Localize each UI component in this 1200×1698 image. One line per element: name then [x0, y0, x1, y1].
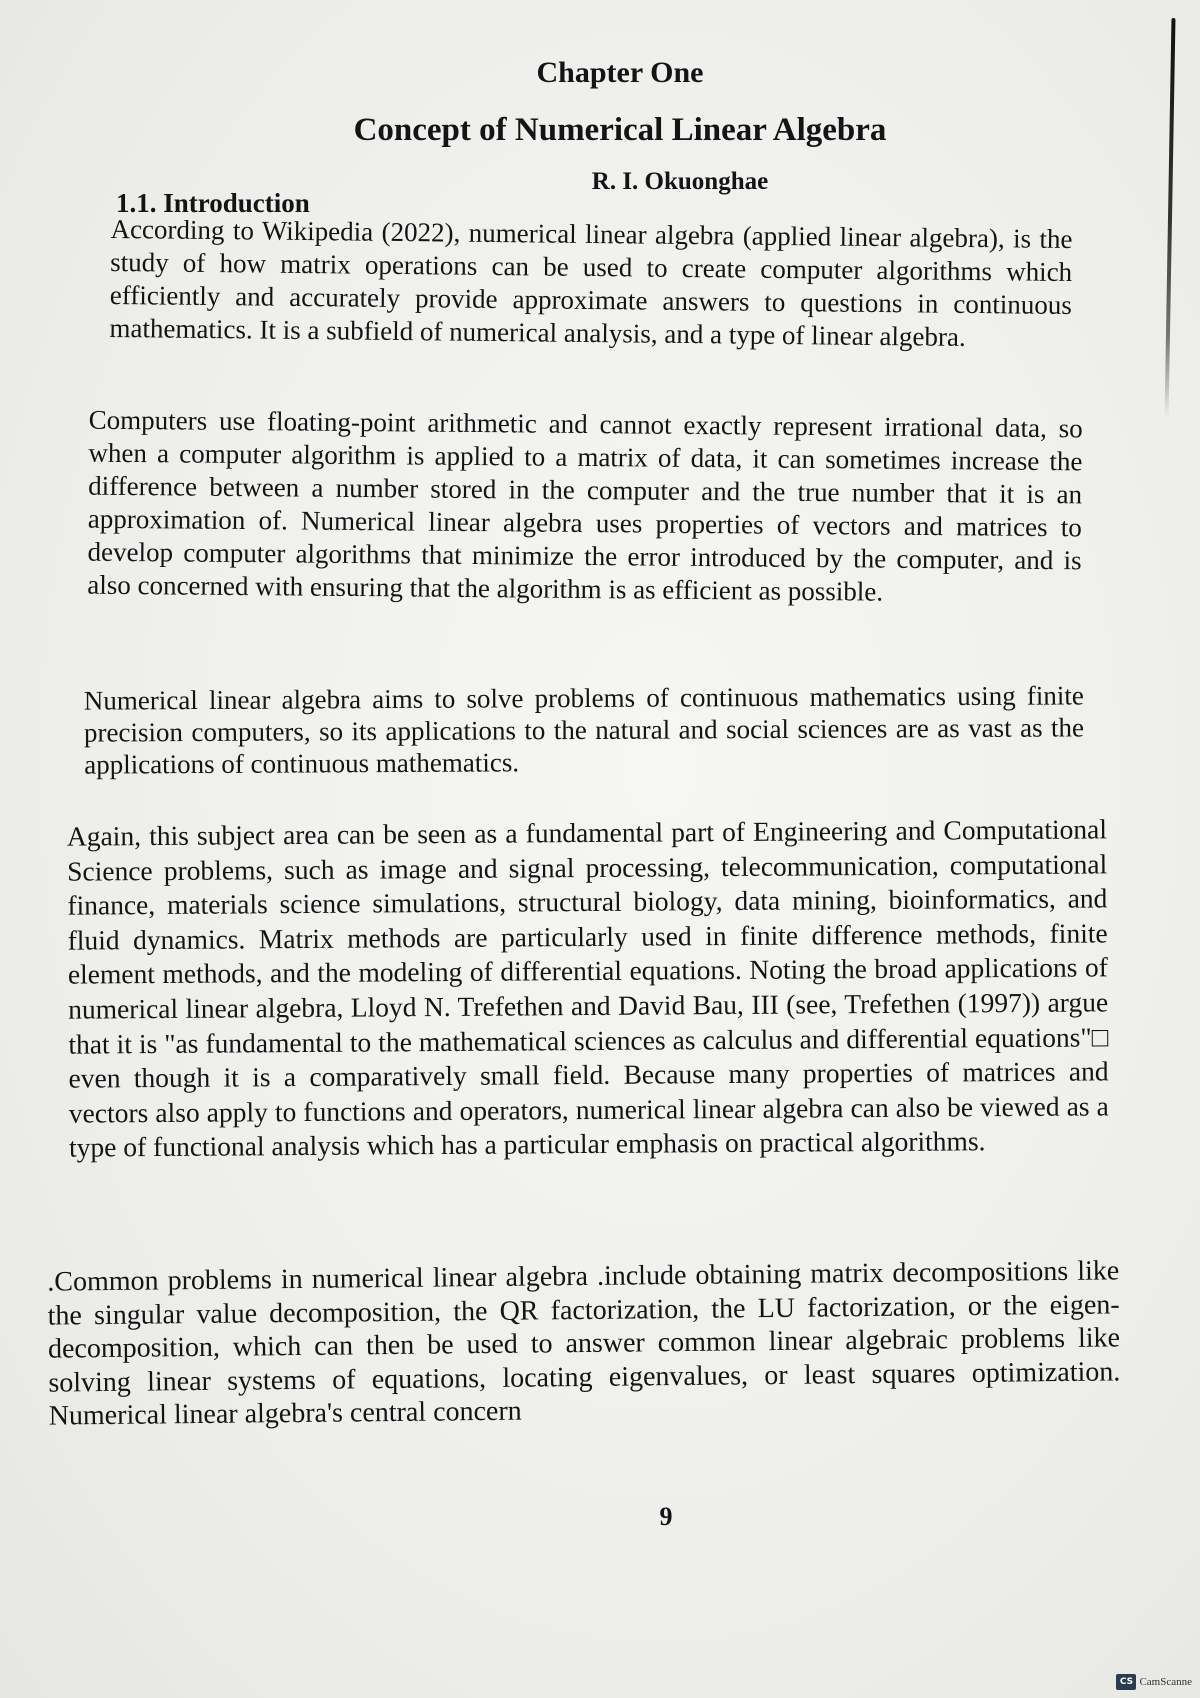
paragraph-aims: Numerical linear algebra aims to solve problems of continuous mathematics using finite precision computers, so its applications to the natural and social sciences are as vast as the applications of continuous mathematics.	[83, 680, 1085, 780]
chapter-title: Concept of Numerical Linear Algebra	[353, 112, 887, 148]
paragraph-common-problems: .Common problems in numerical linear algebra .include obtaining matrix decompositions like the singular value decomposition, the QR factorization, the LU factorization, or the eigen-decomposition, which can then be used to answer common linear algebraic problems like solving linear systems of equations, locating eigenvalues, or least squares optimization. Numerical linear algebra's central concern	[47, 1255, 1121, 1432]
camscanner-logo-icon: CS	[1116, 1674, 1136, 1690]
scanner-label: CamScanne	[1139, 1676, 1192, 1688]
section-heading: 1.1. Introduction	[116, 188, 310, 218]
page-number: 9	[659, 1502, 673, 1531]
scanner-watermark	[1116, 1674, 1192, 1690]
paragraph-intro: According to Wikipedia (2022), numerical linear algebra (applied linear algebra), is the study of how matrix operations can be used to create computer algorithms which efficiently and accurately provide approximate answers to questions in continuous mathematics. It is a subfield of numerical analysis, and a type of linear algebra.	[109, 213, 1073, 352]
author-name: R. I. Okuonghae	[591, 168, 769, 195]
chapter-label: Chapter One	[536, 56, 704, 89]
paragraph-applications: Again, this subject area can be seen as a fundamental part of Engineering and Computational Science problems, such as image and signal processing, telecommunication, computational finance, materials science simulations, structural biology, data mining, bioinformatics, and fluid dynamics. Matrix methods are particularly used in finite difference methods, finite element methods, and the modeling of differential equations. Noting the broad applications of numerical linear algebra, Lloyd N. Trefethen and David Bau, III (see, Trefethen (1997)) argue that it is "as fundamental to the mathematical sciences as calculus and differential equations"□ even though it is a comparatively small field. Because many properties of matrices and vectors also apply to functions and operators, numerical linear algebra can also be viewed as a type of functional analysis which has a particular emphasis on practical algorithms.	[66, 813, 1109, 1163]
paragraph-floating-point: Computers use floating-point arithmetic and cannot exactly represent irrational data, so when a computer algorithm is applied to a matrix of data, it can sometimes increase the difference between a number stored in the computer and the true number that it is an approximation of. Numerical linear algebra uses properties of vectors and matrices to develop computer algorithms that minimize the error introduced by the computer, and is also concerned with ensuring that the algorithm is as efficient as possible.	[87, 404, 1083, 607]
